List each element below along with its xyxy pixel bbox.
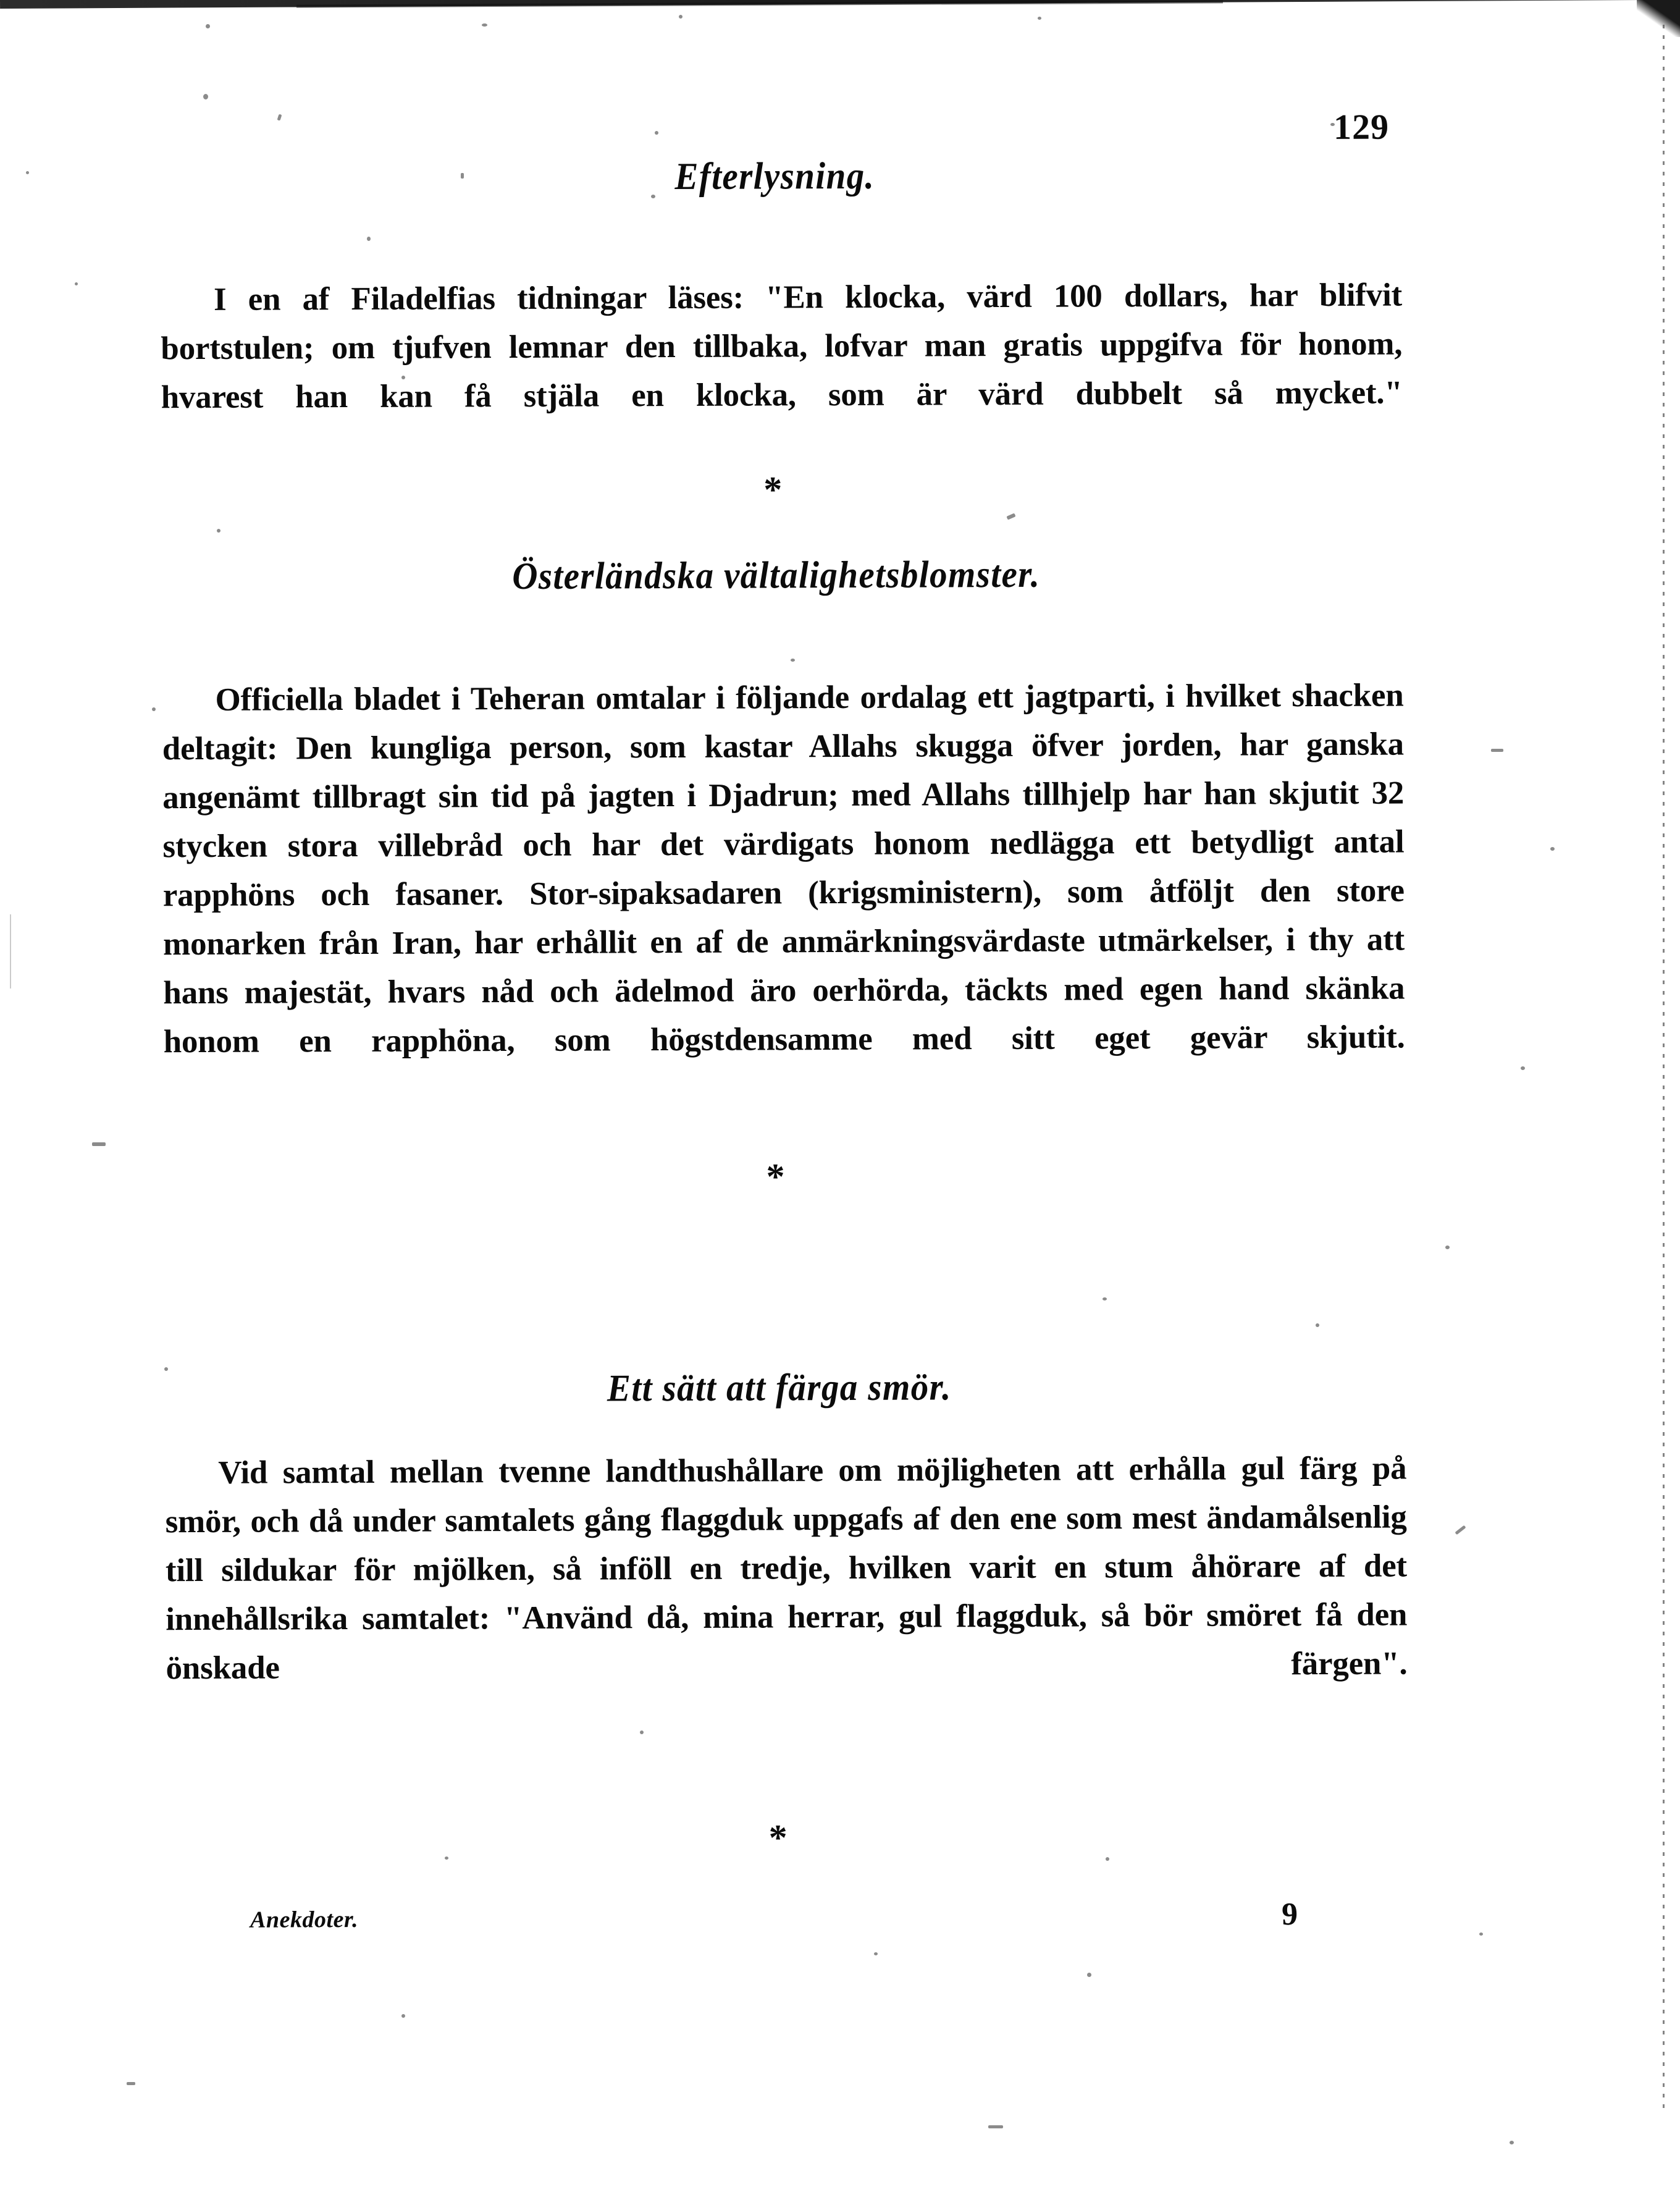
asterisk-divider: * [768, 1817, 788, 1858]
section-body-ett-satt-att-farga-smor: Vid samtal mellan tvenne landthushållare om möjligheten att erhålla gul färg på smör, och då under samtalets gång flaggduk uppgafs af den ene som mest ändamålsenlig till sildukar för mjölken, så inföll en tredje, hvilken varit en stum åhörare af det innehållsrika samtalet: "Använd då, mina herrar, gul flaggduk, så bör smöret få den önskade färgen". [165, 1450, 1408, 1687]
section-heading-osterlandska: Österländska vältalighetsblomster. [512, 553, 1041, 598]
footer-running-title: Anekdoter. [250, 1907, 359, 1933]
footer-sheet-number: 9 [1281, 1897, 1298, 1933]
section-body-osterlandska: Officiella bladet i Teheran omtalar i följande ordalag ett jagtparti, i hvilket shacken deltagit: Den kungliga person, som kastar Allahs skugga öfver jorden, har ganska angenämt tillbragt sin tid på jagten i Djadrun; med Allahs tillhjelp har han skjutit 32 stycken stora villebråd och har det värdigats honom nedlägga ett betydligt antal rapphöns och fasaner. Stor-sipaksadaren (krigsministern), som åtföljt den store monarken från Iran, har erhållit en af de anmärkningsvärdaste utmärkelser, i thy att hans majestät, hvars nåd och ädelmod äro oerhörda, täckts med egen hand skänka honom en rapphöna, som högstdensamme med sitt eget gevär skjutit. [162, 677, 1405, 1060]
page-number: 129 [1333, 106, 1390, 147]
asterisk-divider: * [766, 1156, 785, 1197]
section-body-efterlysning: I en af Filadelfias tidningar läses: "En klocka, värd 100 dollars, har blifvit bortstulen; om tjufven lemnar den tillbaka, lofvar man gratis uppgifva för honom, hvarest han kan få stjäla en klocka, som är värd dubbelt så mycket." [161, 277, 1403, 416]
section-heading-efterlysning: Efterlysning. [674, 154, 875, 198]
asterisk-divider: * [763, 469, 783, 510]
section-heading-ett-satt-att-farga-smor: Ett sätt att färga smör. [607, 1366, 952, 1410]
